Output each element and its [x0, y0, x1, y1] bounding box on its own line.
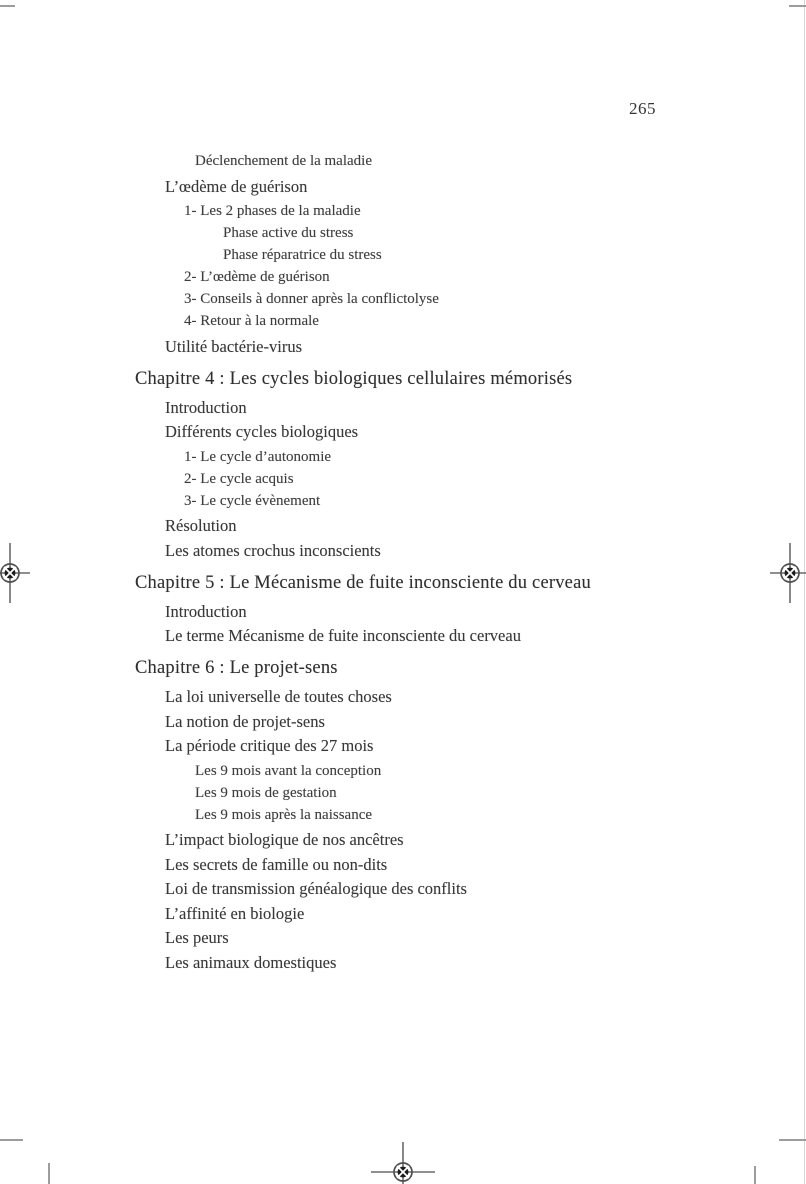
toc-entry: Différents cycles biologiques [165, 422, 359, 441]
crop-mark-top-right [789, 5, 806, 7]
toc-entry: Les 9 mois de gestation [195, 784, 337, 801]
toc-entry: 2- L’œdème de guérison [184, 269, 330, 285]
toc-entry: Introduction [165, 601, 247, 621]
toc-entry: Phase active du stress [223, 225, 354, 241]
toc-entry: Loi de transmission généalogique des conflits [165, 879, 467, 898]
toc-entry: La notion de projet-sens [165, 711, 325, 731]
crop-mark-bottom-left [0, 1139, 23, 1141]
toc-entry: L’affinité en biologie [165, 903, 305, 923]
toc-entry: 1- Les 2 phases de la maladie [184, 203, 361, 219]
registration-mark-bottom-icon [371, 1140, 435, 1184]
toc-entry: 3- Le cycle évènement [184, 492, 321, 509]
crop-mark-bottom-right-vertical [754, 1166, 756, 1184]
toc-entry: Phase réparatrice du stress [223, 247, 382, 263]
toc-entry: Chapitre 6 : Le projet-sens [135, 658, 338, 678]
toc-entry: Utilité bactérie-virus [165, 336, 302, 356]
table-of-contents [135, 150, 680, 976]
crop-mark-top-left [0, 5, 15, 7]
toc-entry: Les secrets de famille ou non-dits [165, 854, 388, 874]
toc-entry: L’impact biologique de nos ancêtres [165, 830, 404, 849]
toc-entry: La loi universelle de toutes choses [165, 687, 392, 706]
toc-entry: Les animaux domestiques [165, 952, 337, 972]
toc-entry: Déclenchement de la maladie [195, 153, 372, 169]
toc-entry: 1- Le cycle d’autonomie [184, 448, 332, 465]
toc-entry: Les 9 mois après la naissance [195, 806, 373, 823]
registration-mark-left-icon [0, 541, 42, 605]
toc-entry: 2- Le cycle acquis [184, 470, 294, 487]
toc-entry: 4- Retour à la normale [184, 313, 319, 329]
crop-mark-bottom-left-vertical [48, 1163, 50, 1184]
toc-entry: L’œdème de guérison [165, 176, 308, 196]
toc-entry: Introduction [165, 397, 247, 417]
toc-entry: Chapitre 5 : Le Mécanisme de fuite inconsciente du cerveau [135, 572, 591, 593]
toc-entry: Les 9 mois avant la conception [195, 762, 382, 779]
toc-entry: Le terme Mécanisme de fuite inconsciente du cerveau [165, 626, 521, 645]
toc-entry: Résolution [165, 516, 237, 535]
toc-entry: La période critique des 27 mois [165, 736, 374, 755]
toc-entry: Chapitre 4 : Les cycles biologiques cellulaires mémorisés [135, 368, 573, 389]
page-number: 265 [629, 99, 656, 118]
toc-entry: Les peurs [165, 928, 229, 947]
crop-mark-bottom-right [779, 1139, 806, 1141]
toc-entry: 3- Conseils à donner après la conflictolyse [184, 291, 439, 307]
registration-mark-right-icon [758, 541, 806, 605]
toc-entry: Les atomes crochus inconscients [165, 540, 381, 560]
